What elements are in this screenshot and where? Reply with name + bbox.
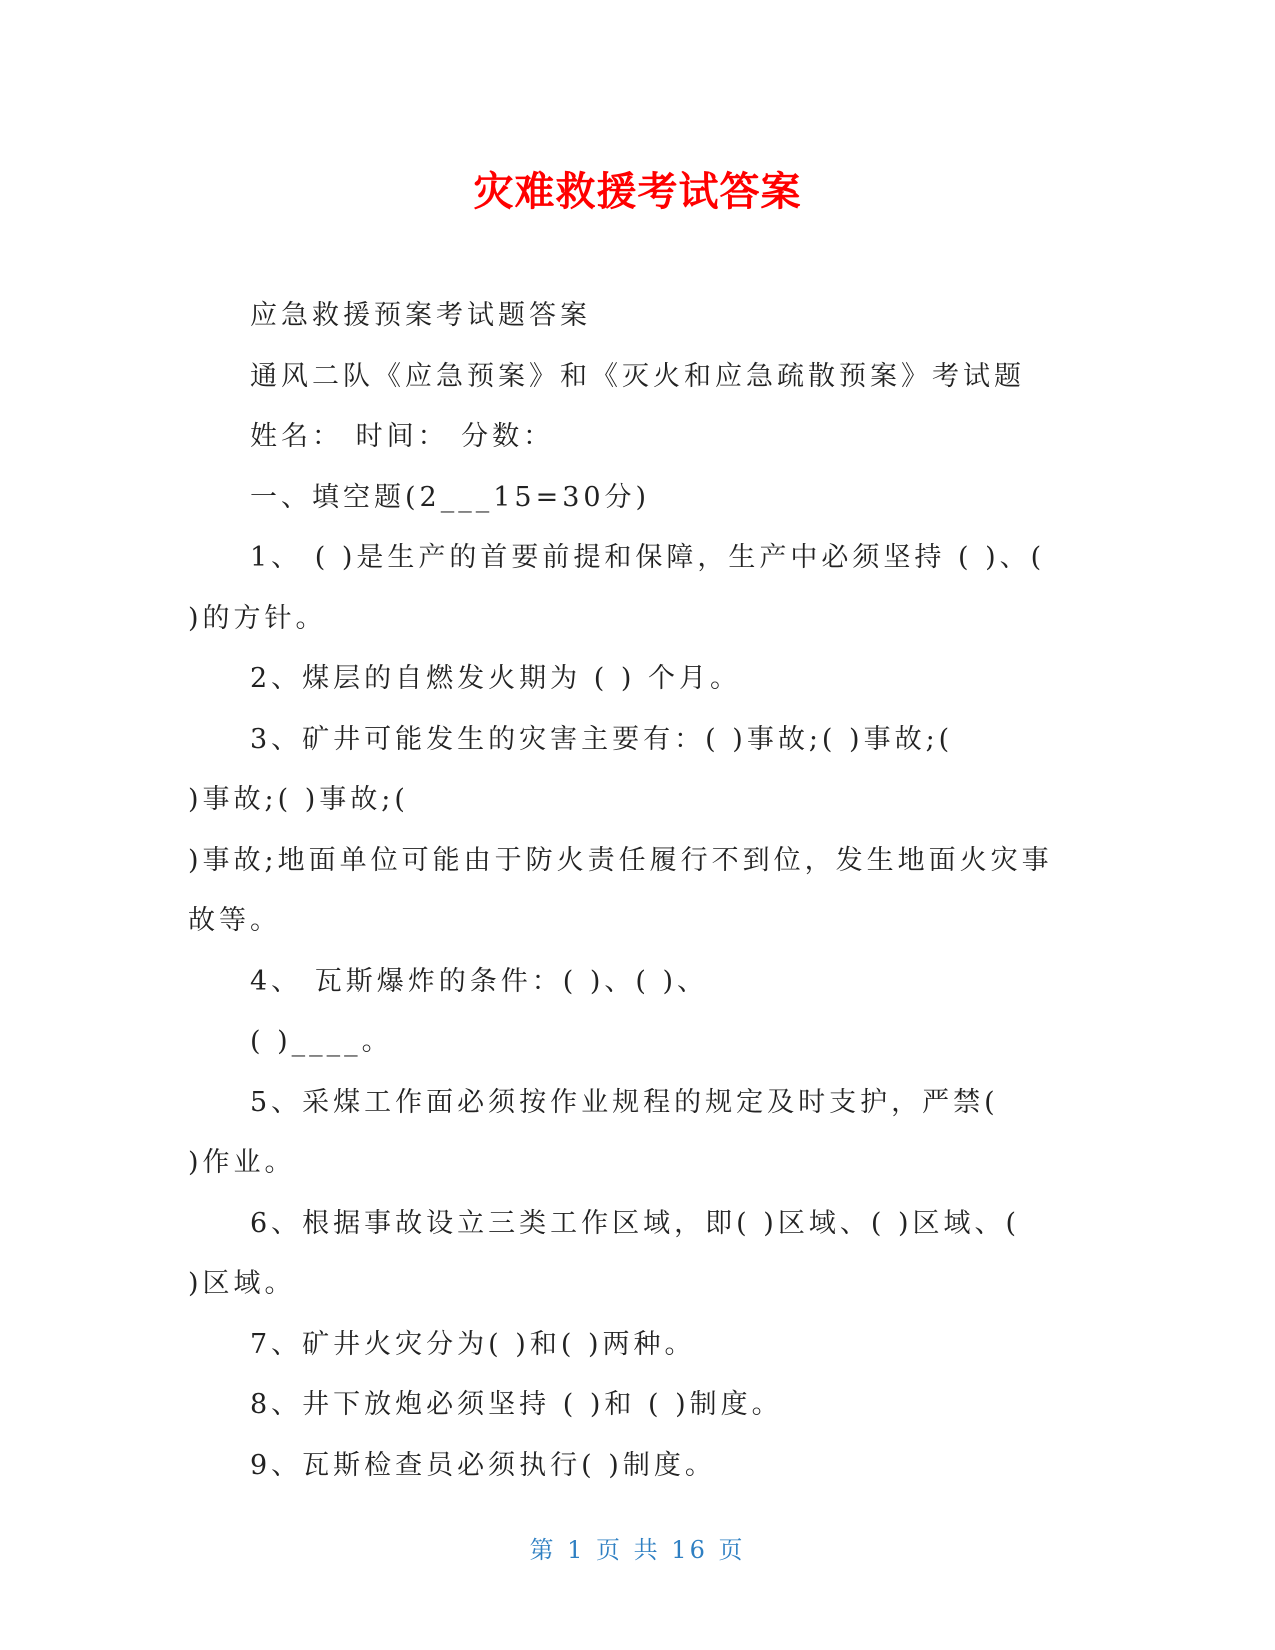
- question-line: 7、矿井火灾分为( )和( )两种。: [250, 1328, 696, 1360]
- question-continuation-line: 故等。: [188, 905, 281, 936]
- paragraph-line: 姓名： 时间： 分数：: [250, 421, 555, 452]
- question-continuation-line: )的方针。: [188, 602, 327, 634]
- question-continuation-line: )事故;( )事故;(: [188, 784, 409, 815]
- question-line: 3、矿井可能发生的灾害主要有：( )事故;( )事故;(: [250, 723, 954, 755]
- question-continuation-line: )事故;地面单位可能由于防火责任履行不到位，发生地面火灾事: [188, 844, 1053, 876]
- question-line: 9、瓦斯检查员必须执行( )制度。: [250, 1449, 716, 1481]
- question-line: 4、 瓦斯爆炸的条件：( )、( )、: [250, 965, 709, 997]
- paragraph-line: 通风二队《应急预案》和《灭火和应急疏散预案》考试题: [250, 360, 1025, 392]
- document-title: 灾难救援考试答案: [473, 169, 802, 215]
- question-continuation-line: )区域。: [188, 1268, 296, 1299]
- question-line: 8、井下放炮必须坚持 ( )和 ( )制度。: [250, 1389, 783, 1420]
- page-number-footer: [0, 1530, 1275, 1565]
- question-continuation-line: )作业。: [188, 1147, 296, 1178]
- document-body: [188, 291, 1068, 1501]
- section-heading: 一、填空题(2___15=30分): [250, 481, 651, 513]
- question-line: 2、煤层的自燃发火期为 ( ) 个月。: [250, 663, 741, 694]
- question-continuation-line: ( )____。: [250, 1026, 393, 1057]
- question-line: 6、根据事故设立三类工作区域，即( )区域、( )区域、(: [250, 1207, 1021, 1239]
- paragraph-line: 应急救援预案考试题答案: [250, 300, 591, 331]
- question-line: 5、采煤工作面必须按作业规程的规定及时支护，严禁(: [250, 1086, 999, 1118]
- question-line: 1、 ( )是生产的首要前提和保障，生产中必须坚持 ( )、(: [250, 542, 1046, 573]
- page-number-text: 第 1 页 共 16 页: [529, 1536, 746, 1564]
